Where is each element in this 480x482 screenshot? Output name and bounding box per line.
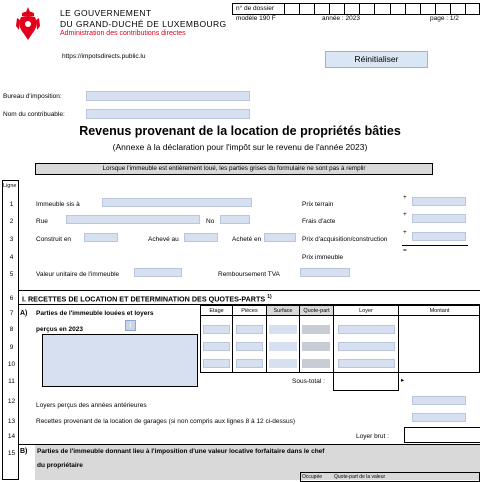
section-B-text-line1: Parties de l'immeuble donnant lieu à l'imposition d'une valeur locative forfaitaire dans le chef bbox=[37, 448, 325, 455]
achete-en-input[interactable] bbox=[264, 233, 296, 242]
line-number: 2 bbox=[9, 218, 14, 225]
coat-of-arms-icon bbox=[8, 4, 48, 44]
administration-name: Administration des contributions directes bbox=[60, 30, 186, 37]
notice-text: Lorsque l'immeuble est entièrement loué, les parties grises du formulaire ne sont pas à remplir bbox=[102, 165, 366, 172]
dossier-number-cells[interactable] bbox=[284, 3, 480, 15]
section-divider bbox=[18, 290, 480, 291]
plus-sign: + bbox=[403, 211, 407, 218]
government-name-line2: DU GRAND-DUCHÉ DE LUXEMBOURG bbox=[60, 19, 227, 29]
frais-acte-input[interactable] bbox=[412, 214, 466, 223]
col-header-montant: Montant bbox=[429, 308, 450, 314]
line-number: 6 bbox=[9, 295, 14, 302]
achete-en-label: Acheté en bbox=[232, 236, 262, 243]
section-A-text-line1: Parties de l'immeuble louées et loyers bbox=[36, 310, 154, 317]
construit-en-label: Construit en bbox=[36, 236, 72, 243]
prix-acquisition-label: Prix d'acquisition/construction bbox=[302, 236, 388, 243]
col-header-quote-part: Quote-part bbox=[303, 308, 330, 314]
info-icon-glyph: i bbox=[129, 322, 132, 329]
loyer-brut-box bbox=[404, 427, 480, 443]
prix-terrain-input[interactable] bbox=[412, 197, 466, 206]
loyers-anterieures-input[interactable] bbox=[412, 396, 466, 405]
quote-part-input[interactable] bbox=[302, 325, 330, 334]
pieces-input[interactable] bbox=[236, 325, 263, 334]
loyer-input[interactable] bbox=[338, 325, 395, 334]
recettes-garages-label: Recettes provenant de la location de garages (si non compris aux lignes 8 à 12 ci-dessus) bbox=[36, 418, 296, 425]
no-input[interactable] bbox=[220, 215, 250, 224]
etage-input[interactable] bbox=[203, 325, 230, 334]
frais-acte-label: Frais d'acte bbox=[302, 218, 336, 225]
loyer-input[interactable] bbox=[338, 342, 395, 351]
line-number: 14 bbox=[7, 433, 16, 440]
reset-button-label: Réinitialiser bbox=[354, 54, 399, 64]
equals-sign: = bbox=[403, 247, 407, 254]
plus-sign: + bbox=[403, 194, 407, 201]
section-A-text-line2: perçus en 2023 bbox=[36, 326, 83, 333]
line-number: 12 bbox=[7, 398, 16, 405]
col-header-pieces: Pièces bbox=[241, 308, 258, 314]
quote-part-input[interactable] bbox=[302, 359, 330, 368]
line-number: 7 bbox=[9, 310, 14, 317]
loyer-brut-label: Loyer brut : bbox=[356, 433, 389, 440]
dossier-label: n° de dossier bbox=[236, 5, 275, 12]
year-label: année : 2023 bbox=[322, 15, 360, 22]
address-textarea[interactable] bbox=[42, 334, 198, 387]
col-header-etage: Etage bbox=[209, 308, 224, 314]
bureau-label: Bureau d'imposition: bbox=[3, 93, 62, 100]
model-label: modèle 190 F bbox=[236, 15, 276, 22]
page-subtitle: (Annexe à la déclaration pour l'impôt sur le revenu de l'année 2023) bbox=[112, 142, 368, 152]
remboursement-tva-input[interactable] bbox=[300, 268, 350, 277]
acheve-au-label: Achevé au bbox=[148, 236, 179, 243]
immeuble-sis-input[interactable] bbox=[102, 198, 252, 207]
section-I-title-text: I. RECETTES DE LOCATION ET DETERMINATION DES QUOTES-PARTS bbox=[22, 294, 266, 304]
nom-input[interactable] bbox=[86, 109, 250, 119]
prix-terrain-label: Prix terrain bbox=[302, 201, 334, 208]
loyer-input[interactable] bbox=[338, 359, 395, 368]
loyers-anterieures-label: Loyers perçus des années antérieures bbox=[36, 402, 147, 409]
section-B-label: B) bbox=[20, 448, 28, 455]
pieces-input[interactable] bbox=[236, 342, 263, 351]
line-number: 4 bbox=[9, 254, 14, 261]
section-B-quote-header: Quote-part de la valeur bbox=[334, 474, 386, 480]
section-B-text-line2: du propriétaire bbox=[37, 462, 83, 469]
sous-total-label: Sous-total : bbox=[292, 378, 325, 385]
prix-immeuble-label: Prix immeuble bbox=[302, 254, 344, 261]
rue-label: Rue bbox=[36, 218, 48, 225]
line-number: 5 bbox=[9, 271, 14, 278]
surface-input[interactable] bbox=[269, 342, 297, 351]
nom-label: Nom du contribuable: bbox=[3, 111, 65, 118]
rue-input[interactable] bbox=[66, 215, 200, 224]
website-url[interactable]: https://impotsdirects.public.lu bbox=[62, 53, 146, 60]
sous-total-box bbox=[333, 373, 399, 391]
notice-box bbox=[35, 163, 433, 175]
surface-input[interactable] bbox=[269, 359, 297, 368]
no-label: No bbox=[206, 218, 215, 225]
recettes-garages-input[interactable] bbox=[412, 413, 466, 422]
info-icon[interactable] bbox=[125, 320, 136, 331]
construit-en-input[interactable] bbox=[84, 233, 118, 242]
page-label: page : 1/2 bbox=[430, 15, 459, 22]
section-B-occupee-header: Occupée bbox=[302, 474, 323, 480]
immeuble-sis-label: Immeuble sis à bbox=[36, 201, 80, 208]
col-header-surface: Surface bbox=[273, 308, 293, 314]
line-number: 11 bbox=[8, 378, 15, 385]
valeur-unitaire-input[interactable] bbox=[134, 268, 182, 277]
section-B-table bbox=[300, 472, 480, 482]
col-header-loyer: Loyer bbox=[359, 308, 373, 314]
ligne-label: Ligne bbox=[3, 183, 17, 189]
arrow-icon: ▸ bbox=[401, 377, 405, 384]
reset-button[interactable] bbox=[325, 51, 428, 68]
section-A-label: A) bbox=[20, 310, 28, 317]
plus-sign: + bbox=[403, 229, 407, 236]
page-title: Revenus provenant de la location de propriétés bâties bbox=[79, 124, 401, 138]
line-number: 13 bbox=[7, 418, 16, 425]
pieces-input[interactable] bbox=[236, 359, 263, 368]
etage-input[interactable] bbox=[203, 342, 230, 351]
line-number: 1 bbox=[9, 201, 14, 208]
line-number: 8 bbox=[9, 326, 14, 333]
table-header-rule bbox=[200, 315, 480, 316]
valeur-unitaire-label: Valeur unitaire de l'immeuble bbox=[36, 271, 120, 278]
line-number: 15 bbox=[7, 450, 16, 457]
prix-acquisition-input[interactable] bbox=[412, 232, 466, 241]
government-name-line1: LE GOUVERNEMENT bbox=[60, 8, 152, 18]
bureau-input[interactable] bbox=[86, 91, 250, 101]
etage-input[interactable] bbox=[203, 359, 230, 368]
line-number: 10 bbox=[7, 361, 16, 368]
surface-input[interactable] bbox=[269, 325, 297, 334]
quote-part-input[interactable] bbox=[302, 342, 330, 351]
line-number: 9 bbox=[9, 344, 14, 351]
line-number: 3 bbox=[9, 236, 14, 243]
section-I-footnote: 1) bbox=[267, 294, 272, 300]
section-I-title bbox=[22, 294, 272, 303]
sum-rule bbox=[402, 245, 468, 246]
acheve-au-input[interactable] bbox=[184, 233, 218, 242]
remboursement-tva-label: Remboursement TVA bbox=[218, 271, 280, 278]
